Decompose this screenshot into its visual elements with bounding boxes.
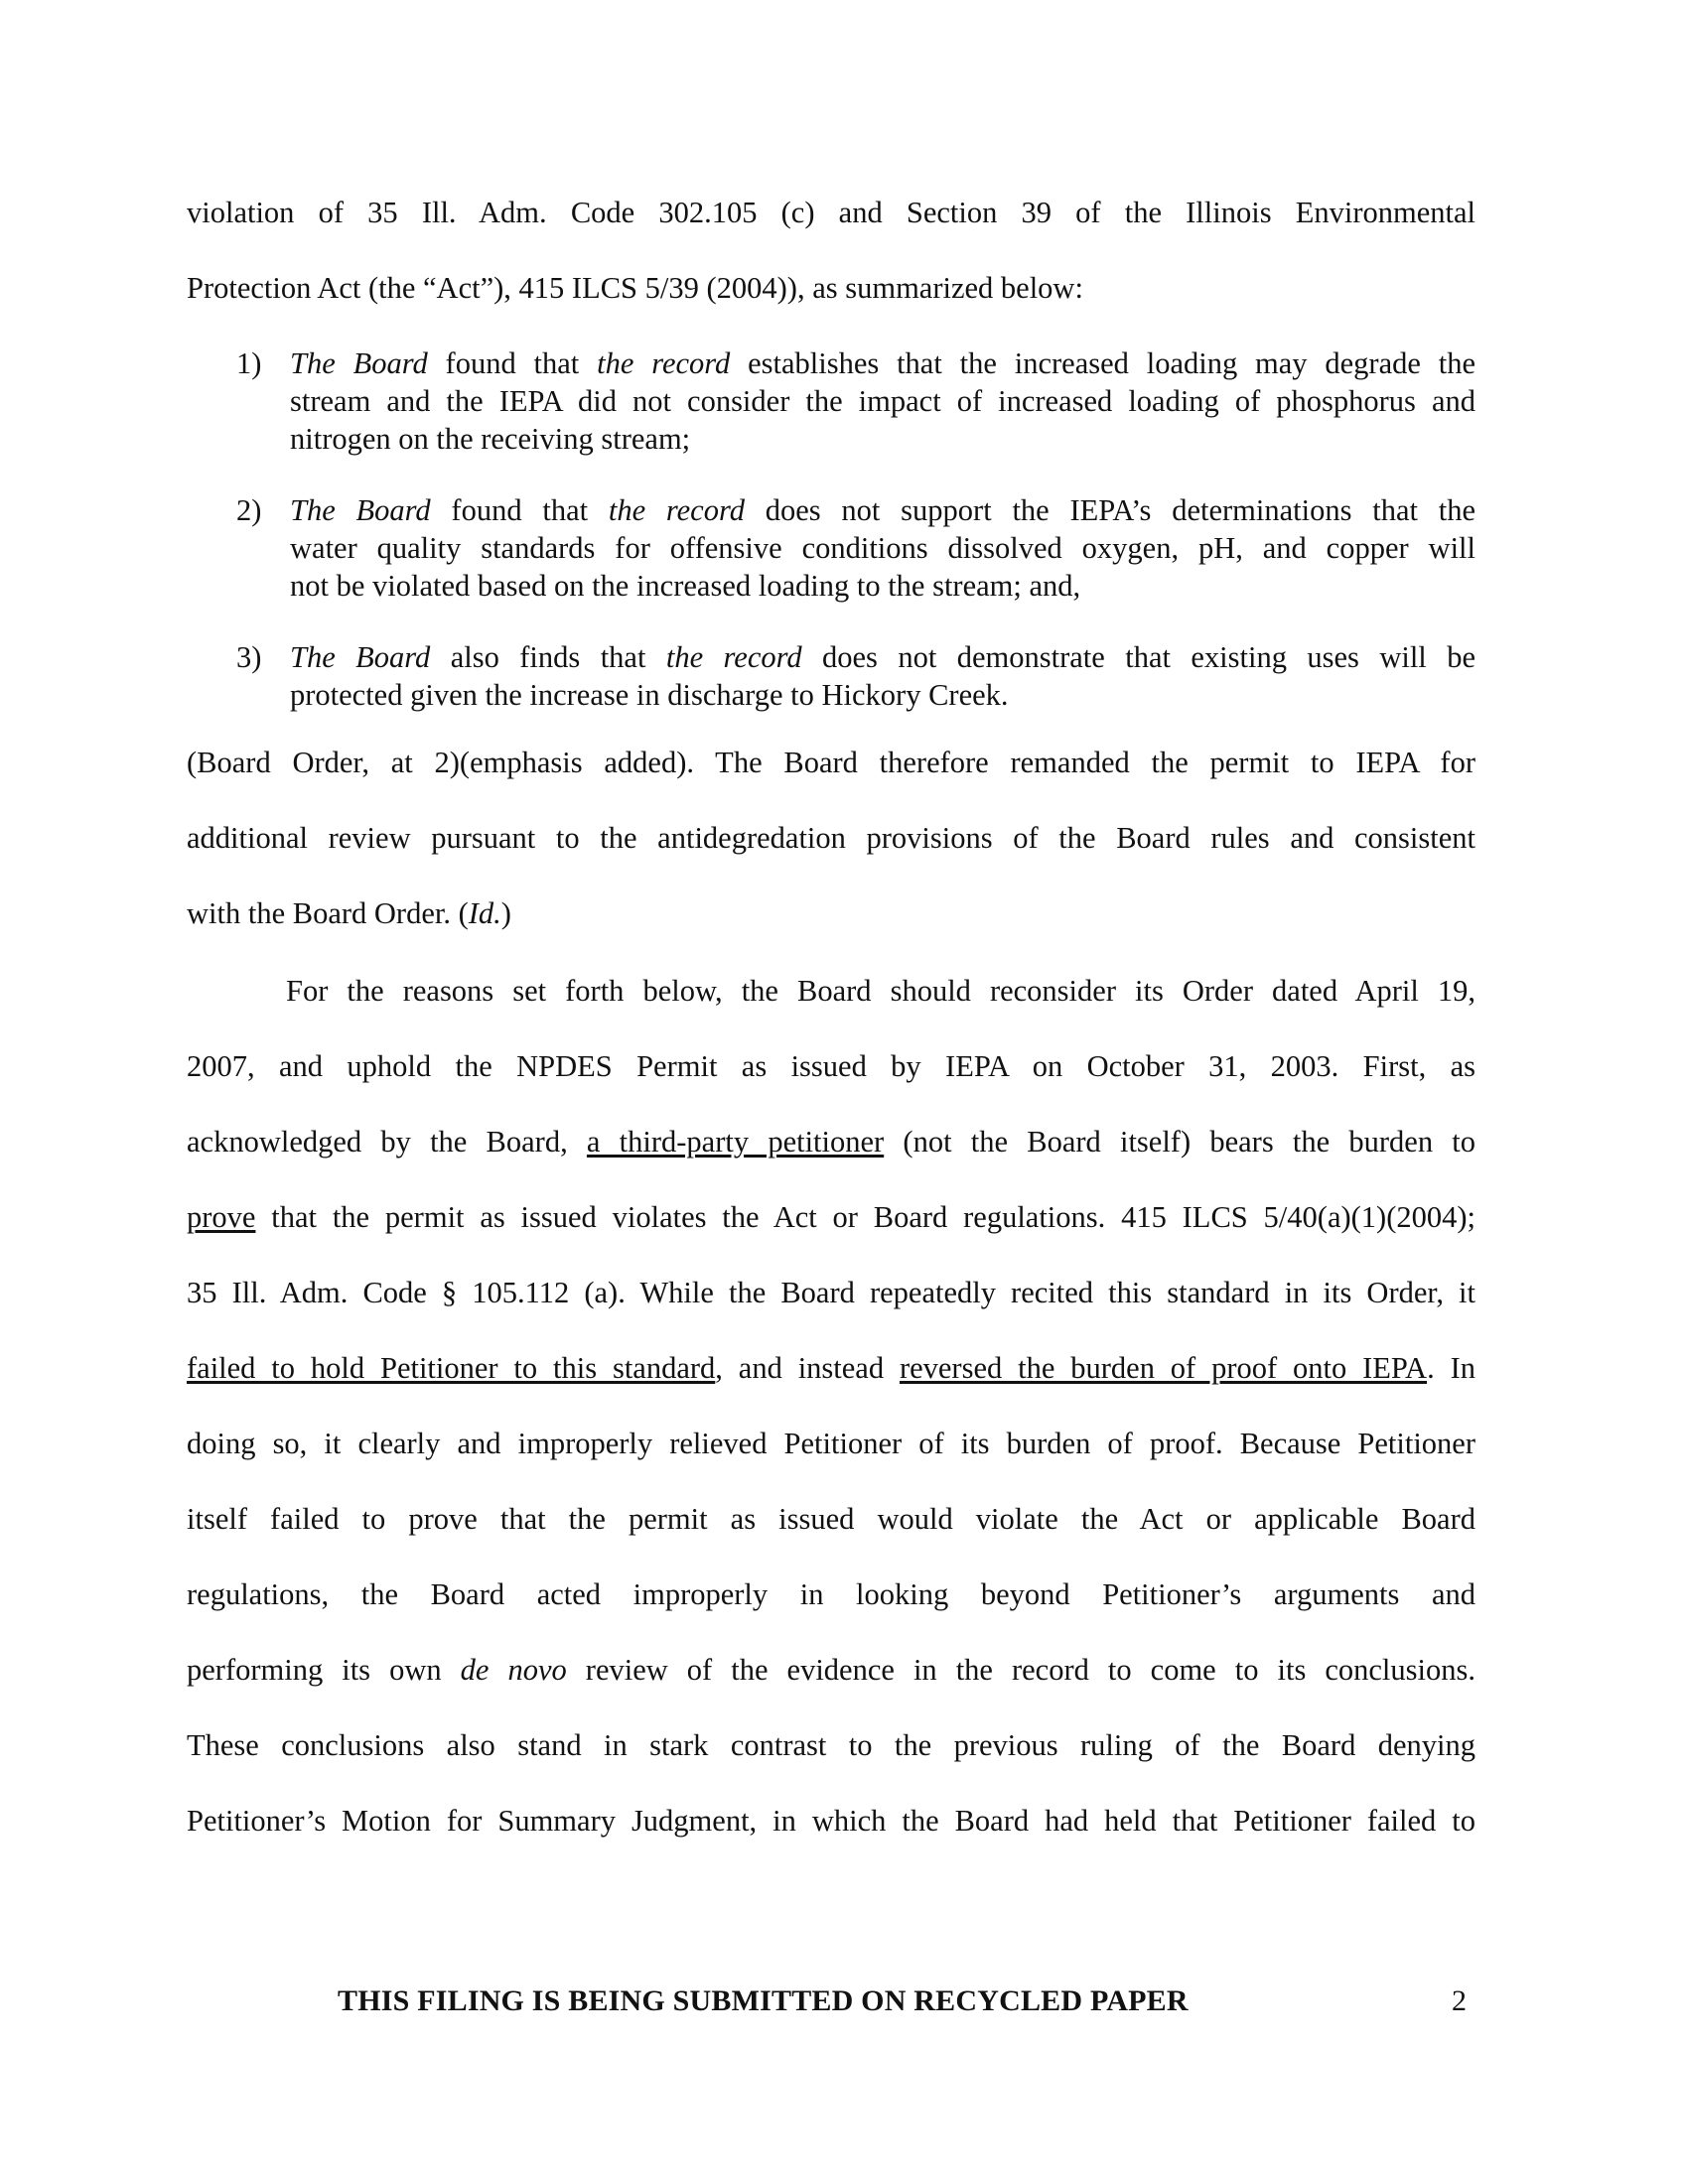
para2-line-3 xyxy=(187,1124,1475,1160)
list-text: also finds that xyxy=(430,640,666,674)
para2-line-8: itself failed to prove that the permit as issued would violate the Act or applicable Board xyxy=(187,1502,1475,1536)
de-novo-italic: de novo xyxy=(460,1653,567,1687)
list-item-line: nitrogen on the receiving stream; xyxy=(290,422,691,456)
para-text: (not the Board itself) bears the burden to xyxy=(884,1125,1476,1159)
intro-line-1: violation of 35 Ill. Adm. Code 302.105 (c) and Section 39 of the Illinois Environmental xyxy=(187,196,1475,229)
list-number: 1) xyxy=(236,346,262,380)
para2-line-1: For the reasons set forth below, the Board should reconsider its Order dated April 19, xyxy=(286,974,1475,1008)
list-item-line xyxy=(290,345,1475,381)
underlined-text: a third-party petitioner xyxy=(586,1125,885,1159)
underlined-text: failed to hold Petitioner to this standard xyxy=(187,1351,716,1385)
emphasis-subject: The Board xyxy=(290,640,431,674)
emphasis-record: the record xyxy=(608,493,745,527)
para2-line-9: regulations, the Board acted improperly in looking beyond Petitioner’s arguments and xyxy=(187,1577,1475,1611)
para-text: with the Board Order. ( xyxy=(187,896,469,930)
para1-line-2: additional review pursuant to the antidegredation provisions of the Board rules and consistent xyxy=(187,821,1475,855)
para-text: that the permit as issued violates the Act or Board regulations. 415 ILCS 5/40(a)(1)(2004); xyxy=(255,1200,1475,1234)
para2-line-2: 2007, and uphold the NPDES Permit as issued by IEPA on October 31, 2003. First, as xyxy=(187,1049,1475,1083)
list-item-line: protected given the increase in discharge to Hickory Creek. xyxy=(290,678,1009,712)
list-text: found that xyxy=(430,493,609,527)
para-text: ) xyxy=(500,896,511,930)
list-item-line: not be violated based on the increased loading to the stream; and, xyxy=(290,569,1081,603)
underlined-text: reversed the burden of proof onto IEPA xyxy=(899,1351,1428,1385)
para-text: , and instead xyxy=(715,1351,900,1385)
para1-line-1: (Board Order, at 2)(emphasis added). The Board therefore remanded the permit to IEPA for xyxy=(187,746,1475,779)
para2-line-12: Petitioner’s Motion for Summary Judgment, in which the Board had held that Petitioner failed to xyxy=(187,1804,1475,1838)
list-number: 2) xyxy=(236,493,262,527)
list-item-line xyxy=(290,492,1475,528)
list-item-line: water quality standards for offensive conditions dissolved oxygen, pH, and copper will xyxy=(290,531,1475,565)
para2-line-6 xyxy=(187,1350,1475,1386)
list-text: does not support the IEPA’s determinations that the xyxy=(744,493,1475,527)
list-text: found that xyxy=(427,346,598,380)
para1-line-3 xyxy=(187,895,1475,931)
para-text: . In xyxy=(1427,1351,1475,1385)
para2-line-4 xyxy=(187,1199,1475,1235)
list-text: establishes that the increased loading may degrade the xyxy=(730,346,1475,380)
para-text: review of the evidence in the record to come to its conclusions. xyxy=(566,1653,1475,1687)
intro-line-2: Protection Act (the “Act”), 415 ILCS 5/39 (2004)), as summarized below: xyxy=(187,271,1083,305)
emphasis-subject: The Board xyxy=(290,493,431,527)
underlined-text: prove xyxy=(187,1200,256,1234)
id-citation: Id. xyxy=(468,896,501,930)
para-text: performing its own xyxy=(187,1653,461,1687)
emphasis-record: the record xyxy=(665,640,802,674)
para2-line-10 xyxy=(187,1652,1475,1688)
page-number: 2 xyxy=(1452,1984,1467,2017)
para2-line-11: These conclusions also stand in stark contrast to the previous ruling of the Board denying xyxy=(187,1728,1475,1762)
list-number: 3) xyxy=(236,640,262,674)
emphasis-record: the record xyxy=(597,346,731,380)
list-text: does not demonstrate that existing uses will be xyxy=(801,640,1475,674)
list-item-line xyxy=(290,639,1475,675)
recycled-paper-notice: THIS FILING IS BEING SUBMITTED ON RECYCLED PAPER xyxy=(338,1984,1189,2017)
para2-line-5: 35 Ill. Adm. Code § 105.112 (a). While the Board repeatedly recited this standard in its Order, it xyxy=(187,1276,1475,1309)
emphasis-subject: The Board xyxy=(290,346,428,380)
list-item-line: stream and the IEPA did not consider the impact of increased loading of phosphorus and xyxy=(290,384,1475,418)
para-text: acknowledged by the Board, xyxy=(187,1125,587,1159)
para2-line-7: doing so, it clearly and improperly relieved Petitioner of its burden of proof. Because Petitioner xyxy=(187,1427,1475,1460)
